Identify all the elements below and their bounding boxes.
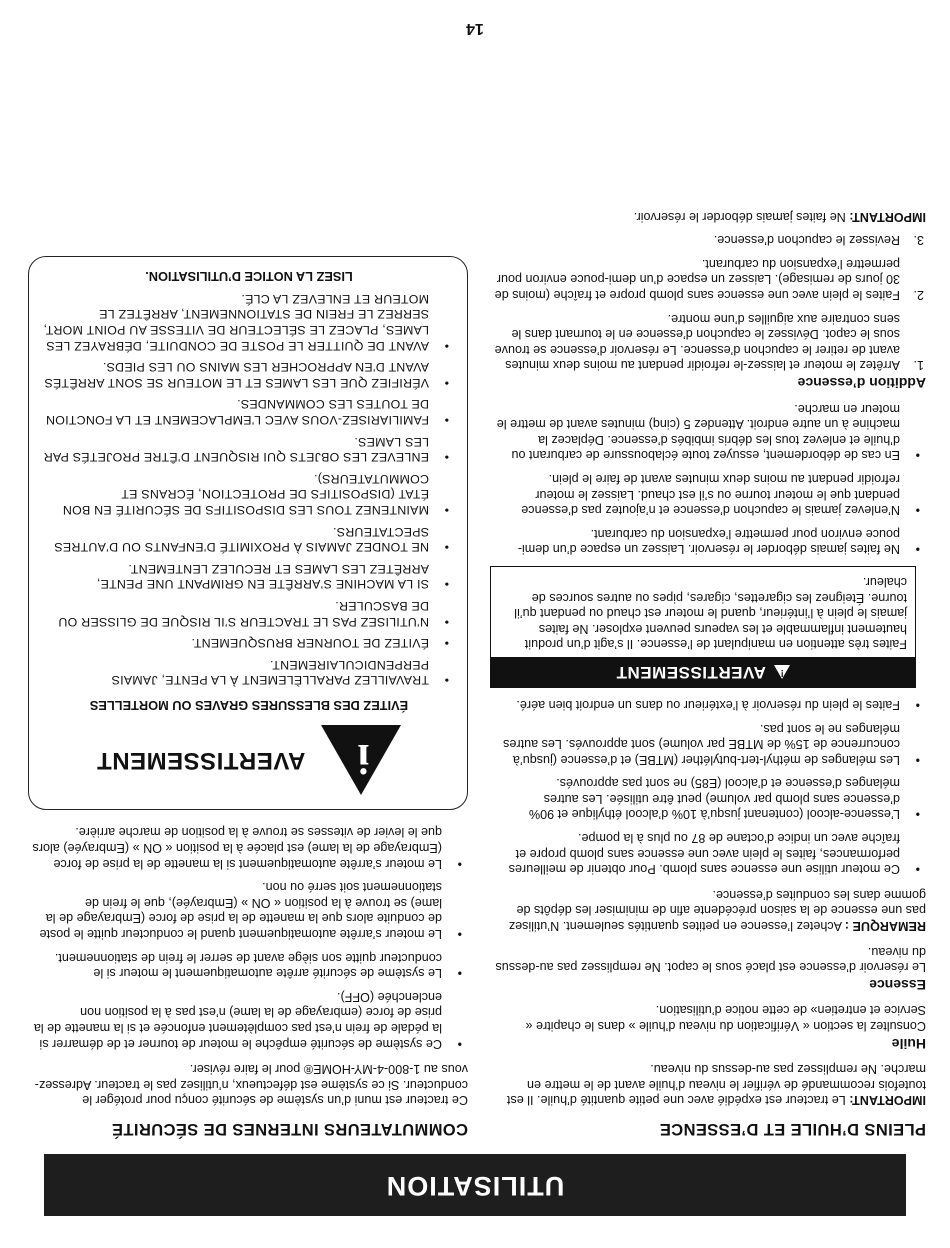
page-number: 14 bbox=[466, 20, 484, 37]
list-item: • N’UTILISEZ PAS LE TRACTEUR S’IL RISQUE DE GLISSER OU DE BASCULER. bbox=[43, 597, 455, 628]
safety-intro: Ce tracteur est muni d’un système de sécurité conçu pour protéger le conducteur. Si ce système est défectueux, n’utilisez pas le tracteur. Adressez-vous au 1-800-4-MY-HOME® pour le faire réviser. bbox=[34, 1062, 468, 1108]
list-item: • MAINTENEZ TOUS LES DISPOSITIFS DE SÉCURITÉ EN BON ÉTAT (DISPOSITIFS DE PROTECTION, ÉCRANS ET COMMUTATEURS). bbox=[43, 470, 455, 517]
remark-note: REMARQUE : Achetez l’essence en petites quantités seulement. N’utilisez pas une essence de la saison précédente afin de minimiser les dépôts de gomme dans les conduites d’essence. bbox=[508, 887, 926, 934]
list-item: • Le système de sécurité arrête automatiquement le moteur si le conducteur quitte son siège avant de serrer le frein de stationnement. bbox=[28, 949, 468, 980]
warning-bar bbox=[491, 657, 915, 687]
add-fuel-steps bbox=[490, 232, 926, 373]
warning-header bbox=[43, 725, 455, 795]
list-item: • Faites le plein du réservoir à l’extérieur ou dans un endroit bien aéré. bbox=[490, 696, 926, 712]
fuel-bullets bbox=[490, 696, 926, 876]
warning-title: AVERTISSEMENT bbox=[96, 746, 306, 774]
list-item: • AVANT DE QUITTER LE POSTE DE CONDUITE, DÉBRAYEZ LES LAMES, PLACEZ LE SÉLECTEUR DE VITESSE AU POINT MORT, SERREZ LE FREIN DE STATIONNEMENT, ARRÊTEZ LE MOTEUR ET ENLEVEZ LA CLÉ. bbox=[43, 290, 455, 352]
list-item: • FAMILIARISEZ-VOUS AVEC L’EMPLACEMENT ET LA FONCTION DE TOUTES LES COMMANDES. bbox=[43, 396, 455, 427]
list-item: • Le moteur s’arrête automatiquement quand le conducteur quitte le poste de conduite alors que la manette de la prise de force (Embrayage de la lame) se trouve à la position « ON » (Embrayée), que le frein de stationnement soit serré ou non. bbox=[28, 879, 468, 941]
list-item: 1. Arrêtez le moteur et laissez-le refroidir pendant au moins deux minutes avant de retirer le capuchon d’essence. Le réservoir d’essence se trouve sous le capot. Dévissez le capuchon d’essence en le tournant dans le sens contraire aux aiguilles d’une montre. bbox=[494, 311, 924, 373]
warning-box-text: Faites très attention en manipulant de l’essence. Il s’agit d’un produit hautement inflammable et les vapeurs peuvent exploser. Ne faites jamais le plein à l’intérieur, quand le moteur est chaud ou pendant qu’il tourne. Éteignez les cigarettes, cigares, pipes ou autres sources de chaleur. bbox=[514, 574, 907, 652]
list-item: • Les mélanges de méthyl-tert-butyléther (MTBE) et d’essence (jusqu’à concurrence de 15% de MTBE par volume) sont approuvés. Les autres mélanges ne le sont pas. bbox=[490, 720, 926, 767]
list-item: 2. Faites le plein avec une essence sans plomb propre et fraîche (moins de 30 jours de remisage). Laissez un espace d’un demi-pouce environ pour permettre l’expansion du carburant. bbox=[494, 256, 924, 303]
warning-triangle-icon: i bbox=[321, 725, 401, 795]
list-item: • ÉVITEZ DE TOURNER BRUSQUEMENT. bbox=[43, 635, 455, 651]
list-item: • L’essence-alcool (contenant jusqu’à 10% d’alcool éthylique et 90% d’essence sans plomb par volume) peut être utilisée. Les autres mélanges d’essence et d’alcool (E85) ne sont pas approuvés. bbox=[490, 775, 926, 822]
list-item: • N’enlevez jamais le capuchon d’essence et n’ajoutez pas d’essence pendant que le moteur tourne ou s’il est chaud. Laissez le moteur refroidir pendant au moins deux minutes avant de faire le plein. bbox=[490, 470, 926, 517]
warning-subtitle: ÉVITEZ DES BLESSURES GRAVES OU MORTELLES bbox=[89, 697, 409, 713]
oil-heading: Huile bbox=[891, 1035, 926, 1052]
oil-text: Consultez la section « Vérification du niveau d’huile » dans le chapitre « Service et entretien» de cette notice d’utilisation. bbox=[525, 1003, 926, 1034]
safety-switches-column bbox=[28, 256, 468, 1136]
warning-box-title: AVERTISSEMENT bbox=[616, 663, 766, 683]
fuel-heading: Essence bbox=[869, 976, 926, 993]
add-fuel-heading: Addition d’essence bbox=[797, 375, 926, 392]
important-note-overfill: IMPORTANT: Ne faites jamais déborder le réservoir. bbox=[633, 209, 926, 224]
list-item: 3. Revissez le capuchon d’essence. bbox=[713, 233, 924, 248]
fuel-warning-box bbox=[490, 566, 916, 688]
fuel-safety-bullets bbox=[490, 400, 926, 556]
warning-footer: LISEZ LA NOTICE D’UTILISATION. bbox=[145, 269, 353, 285]
list-item: • Ce système de sécurité empêche le moteur de tourner et de démarrer si la pédale de frein n’est pas complètement enfoncée et si la manette de la prise de force (embrayage de la lame) n’est pas à la position non enclenchée (OFF). bbox=[28, 988, 468, 1050]
list-item: • Ne faites jamais déborder le réservoir. Laissez un espace d’un demi-pouce environ pour permettre l’expansion du carburant. bbox=[490, 525, 926, 556]
fuel-text: Le réservoir d’essence est placé sous le capot. Ne remplissez pas au-dessus du niveau. bbox=[495, 944, 926, 975]
warning-triangle-icon: ! bbox=[774, 665, 790, 679]
list-item: • VÉRIFIEZ QUE LES LAMES ET LE MOTEUR SE SONT ARRÊTÉS AVANT D’EN APPROCHER LES MAINS OU LES PIEDS. bbox=[43, 359, 455, 390]
list-item: • ENLEVEZ LES OBJETS QUI RISQUENT D’ÊTRE PROJETÉS PAR LES LAMES. bbox=[43, 433, 455, 464]
list-item: • En cas de débordement, essuyez toute éclaboussure de carburant ou d’huile et enlevez tous les débris imbibés d’essence. Déplacez la machine à un autre endroit. Attendez 5 (cinq) minutes avant de mettre le moteur en marche. bbox=[490, 400, 926, 462]
fuel-oil-column bbox=[490, 198, 926, 1136]
slope-warning-panel bbox=[28, 256, 468, 810]
list-item: • SI LA MACHINE S’ARRÊTE EN GRIMPANT UNE PENTE, ARRÊTEZ LES LAMES ET RECULEZ LENTEMENT. bbox=[43, 560, 455, 591]
fuel-oil-title: PLEINS D’HUILE ET D’ESSENCE bbox=[659, 1120, 926, 1138]
list-item: • NE TONDEZ JAMAIS À PROXIMITÉ D’ENFANTS OU D’AUTRES SPECTATEURS. bbox=[43, 523, 455, 554]
list-item: • TRAVAILLEZ PARALLÈLEMENT À LA PENTE, JAMAIS PERPENDICULAIREMENT. bbox=[43, 656, 455, 687]
section-banner: UTILISATION bbox=[44, 1154, 906, 1216]
safety-switches-title: COMMUTATEURS INTERNES DE SÉCURITÉ bbox=[111, 1120, 468, 1138]
warning-items bbox=[43, 290, 455, 687]
safety-bullets bbox=[28, 824, 468, 1051]
list-item: • Le moteur s’arrête automatiquement si la manette de la prise de force (Embrayage de la lame) est placée à la position « ON » (Embrayée) alors que le levier de vitesses se trouve à la position de marche arrière. bbox=[28, 824, 468, 871]
list-item: • Ce moteur utilise une essence sans plomb. Pour obtenir de meilleures performances, faites le plein avec une essence sans plomb propre et fraîche avec un indice d’octane de 87 ou plus à la pompe. bbox=[490, 830, 926, 877]
important-note-oil: IMPORTANT: Le tracteur est expédié avec une petite quantité d’huile. Il est toutefois recommandé de vérifier le niveau d’huile avant de le mettre en marche. Ne remplissez pas au-dessus du niveau. bbox=[506, 1062, 926, 1108]
